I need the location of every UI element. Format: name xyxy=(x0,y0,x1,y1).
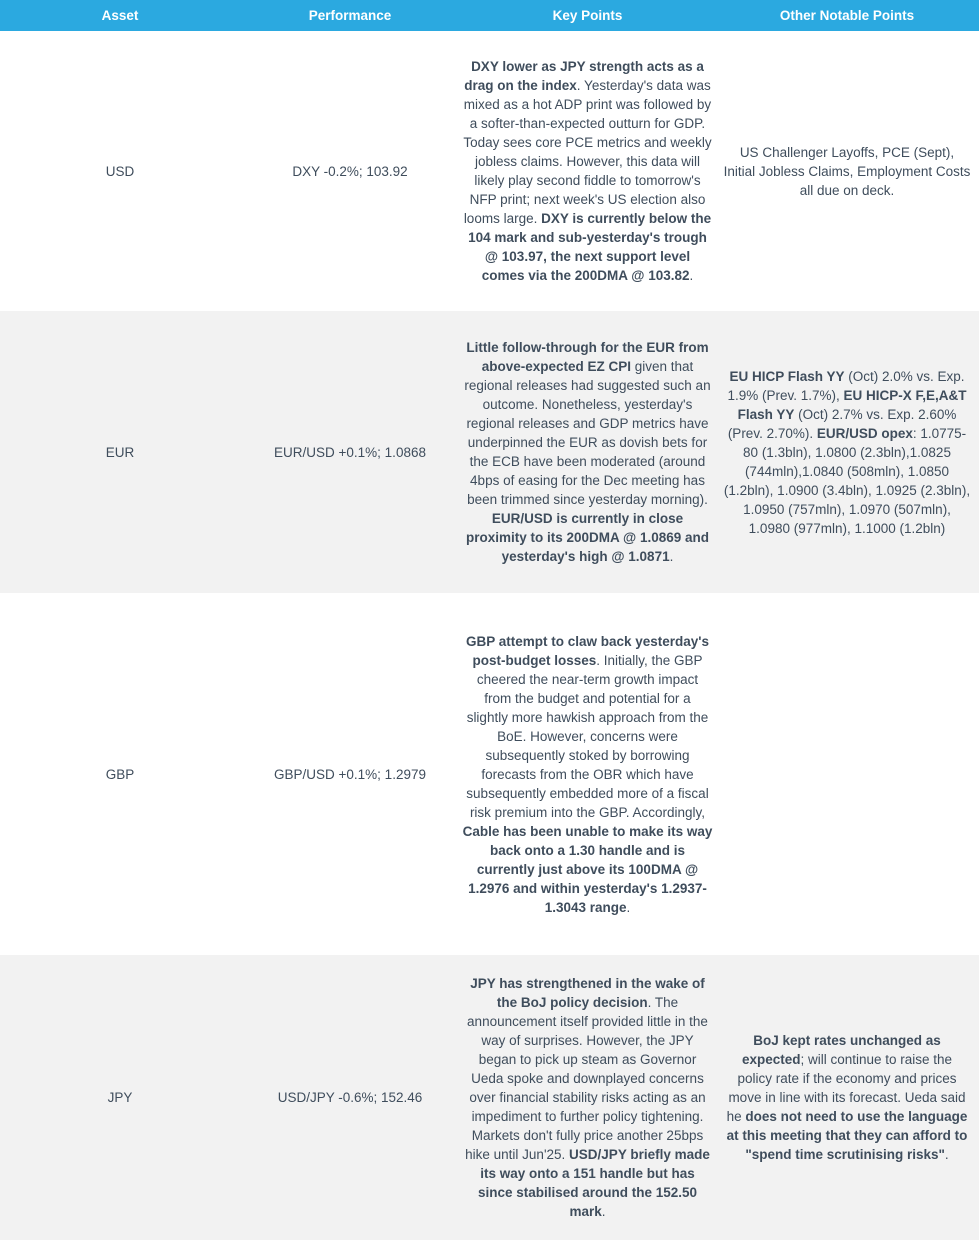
key-points-cell: Little follow-through for the EUR from above-expected EZ CPI given that regional releases had suggested such an outcome. Nonetheless, yesterday's regional releases and GDP metrics have underpinned the EUR as dovish bets for the ECB have been moderated (around 4bps of easing for the Dec meeting has been trimmed since yesterday morning). EUR/USD is currently in close proximity to its 200DMA @ 1.0869 and yesterday's high @ 1.0871. xyxy=(464,340,711,564)
table-row-eur xyxy=(0,311,979,593)
table-row-gbp xyxy=(0,593,979,955)
column-header-asset: Asset xyxy=(0,0,240,31)
table-header-row xyxy=(0,0,979,31)
other-notable-points-cell xyxy=(715,593,979,955)
key-points-cell: JPY has strengthened in the wake of the BoJ policy decision. The announcement itself provided little in the way of surprises. However, the JPY began to pick up steam as Governor Ueda spoke and downplayed concerns over financial stability risks acting as an impediment to further policy tightening. Markets don't fully price another 25bps hike until Jun'25. USD/JPY briefly made its way onto a 151 handle but has since stabilised around the 152.50 mark. xyxy=(465,976,710,1219)
asset-cell: JPY xyxy=(107,1090,133,1105)
performance-cell: USD/JPY -0.6%; 152.46 xyxy=(277,1090,423,1105)
asset-cell: GBP xyxy=(105,766,135,782)
key-points-cell: GBP attempt to claw back yesterday's post-budget losses. Initially, the GBP cheered the near-term growth impact from the budget and potential for a slightly more hawkish approach from the BoE. However, concerns were subsequently stoked by borrowing forecasts from the OBR which have subsequently embedded more of a fiscal risk premium into the GBP. Accordingly, Cable has been unable to make its way back onto a 1.30 handle and is currently just above its 100DMA @ 1.2976 and within yesterday's 1.2937-1.3043 range. xyxy=(462,633,713,915)
other-notable-points-cell: BoJ kept rates unchanged as expected; will continue to raise the policy rate if the economy and prices move in line with its forecast. Ueda said he does not need to use the language at this meeting that they can afford to "spend time scrutinising risks". xyxy=(726,1033,968,1162)
performance-cell: EUR/USD +0.1%; 1.0868 xyxy=(274,444,426,460)
table-row-jpy xyxy=(0,955,979,1240)
performance-cell: GBP/USD +0.1%; 1.2979 xyxy=(274,766,426,782)
other-notable-points-cell: EU HICP Flash YY (Oct) 2.0% vs. Exp. 1.9% (Prev. 1.7%), EU HICP-X F,E,A&T Flash YY (Oct) 2.7% vs. Exp. 2.60% (Prev. 2.70%). EUR/USD opex: 1.0775-80 (1.3bln), 1.0800 (2.3bln),1.0825 (744mln),1.0840 (508mln), 1.0850 (1.2bln), 1.0900 (3.4bln), 1.0925 (2.3bln), 1.0950 (757mln), 1.0970 (507mln), 1.0980 (977mln), 1.1000 (1.2bln) xyxy=(723,368,971,536)
key-points-cell: DXY lower as JPY strength acts as a drag on the index. Yesterday's data was mixed as a hot ADP print was followed by a softer-than-expected outturn for GDP. Today sees core PCE metrics and weekly jobless claims. However, this data will likely play second fiddle to tomorrow's NFP print; next week's US election also looms large. DXY is currently below the 104 mark and sub-yesterday's trough @ 103.97, the next support level comes via the 200DMA @ 103.82. xyxy=(463,59,712,283)
column-header-other-notable-points: Other Notable Points xyxy=(715,0,979,31)
column-header-performance: Performance xyxy=(240,0,460,31)
column-header-key-points: Key Points xyxy=(460,0,715,31)
asset-cell: USD xyxy=(105,163,135,179)
other-notable-points-cell: US Challenger Layoffs, PCE (Sept), Initial Jobless Claims, Employment Costs all due on deck. xyxy=(723,144,971,198)
asset-cell: EUR xyxy=(105,444,135,460)
table-row-usd xyxy=(0,31,979,311)
performance-cell: DXY -0.2%; 103.92 xyxy=(292,163,408,179)
